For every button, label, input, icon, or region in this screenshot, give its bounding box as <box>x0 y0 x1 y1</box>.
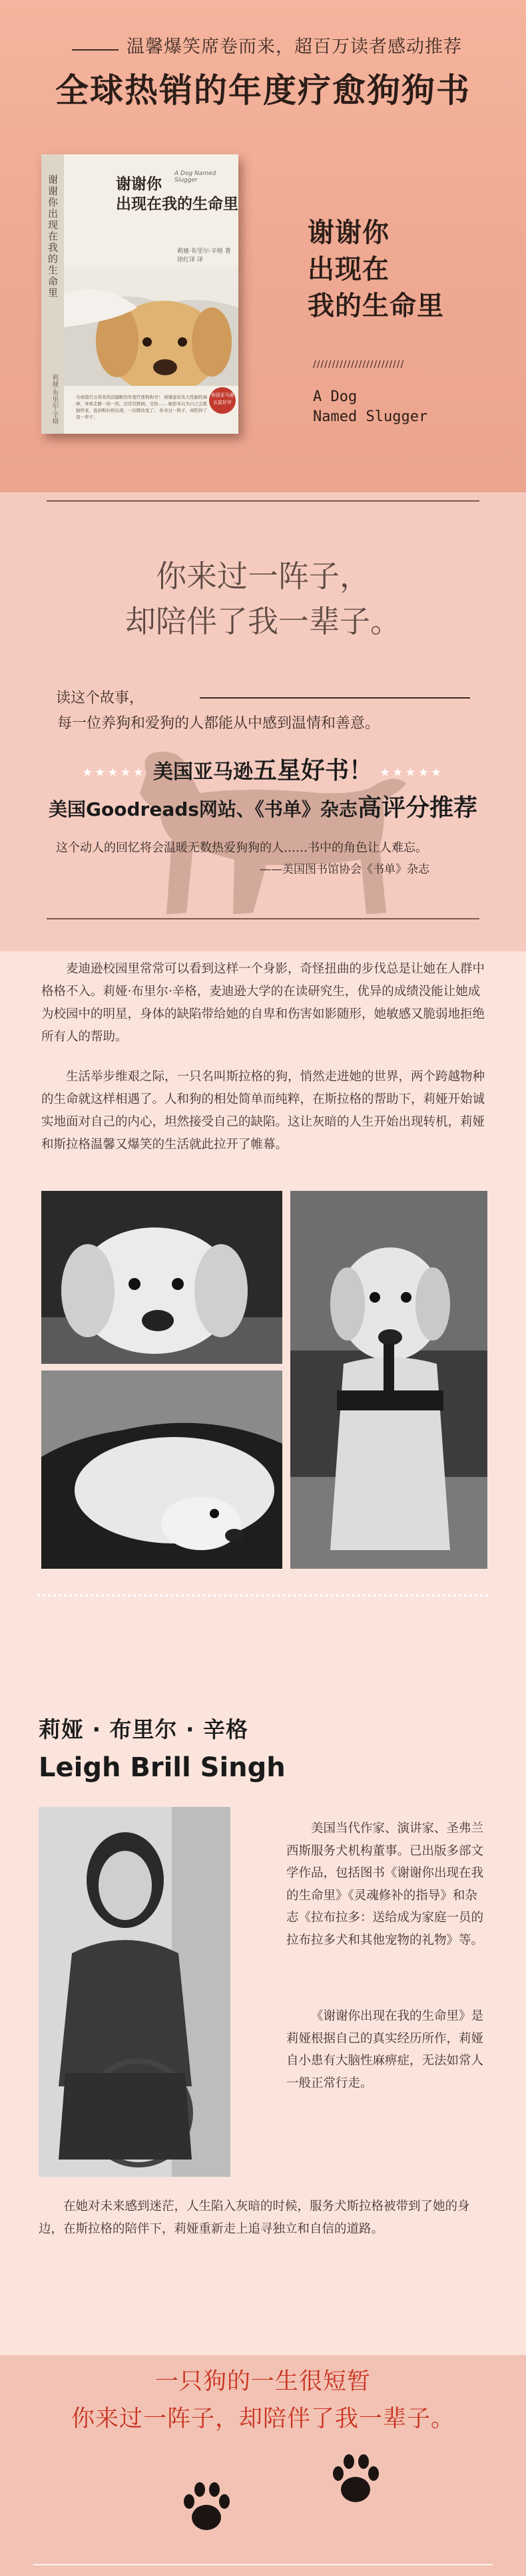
author-section <box>0 1690 526 2355</box>
cover-english-title: A Dog Named Slugger <box>174 170 216 184</box>
author-name-en: Leigh Brill Singh <box>39 1752 286 1783</box>
side-title <box>308 214 444 324</box>
closing-line-2: 你来过一阵子，却陪伴了我一辈子。 <box>71 2406 455 2432</box>
big-quote-line: 你来过一阵子， <box>156 558 370 594</box>
divider <box>33 2564 493 2565</box>
closing-line-1: 一只狗的一生很短暂 <box>154 2368 371 2395</box>
english-title <box>313 387 427 427</box>
story-section <box>0 951 526 1690</box>
spine-title: 谢谢你出现在我的生命里 <box>47 174 59 299</box>
paw-print-icon <box>329 2451 382 2508</box>
author-bio: 美国当代作家、演讲家、圣弗兰西斯服务犬机构董事。已出版多部文学作品，包括图书《谢谢你出现在我的生命里》《灵魂修补的指导》和杂志《拉布拉多：送给成为家庭一员的拉布拉多犬和其他宠物的礼物》等。 <box>286 1822 484 1947</box>
divider <box>47 500 479 502</box>
english-title-line: Named Slugger <box>313 408 428 425</box>
cover-title-line: 谢谢你 <box>116 175 162 193</box>
goodreads-praise <box>0 789 526 823</box>
dog-photo <box>41 1370 282 1569</box>
spine-author: 莉娅·布里尔·辛格 <box>51 374 58 425</box>
tagline: 温馨爆笑席卷而来，超百万读者感动推荐 <box>127 37 462 57</box>
side-title-line: 出现在 <box>308 253 390 285</box>
cover-dog-photo <box>64 267 238 386</box>
tagline-dash-left <box>72 49 119 51</box>
cover-blurb: 全球超百万读者热泪盈眶的年度疗愈狗狗书！ 莉娅患有先天性脑性麻痹，导致走路一拐一拐，还常常跌倒，受伤…… 她原本以为自己会孤独终老，直到斯拉格出现，一切都改变了。 你来过一阵子，却陪伴了我一辈子。 <box>76 395 208 420</box>
goodreads-prefix: 美国Goodreads网站、《书单》杂志 <box>49 798 358 820</box>
decorative-slashes: //////////////////////// <box>313 359 405 370</box>
amazon-prefix: 美国亚马逊 <box>152 760 253 784</box>
goodreads-emphasis: 高评分推荐 <box>357 794 477 822</box>
read-line-2: 每一位养狗和爱狗的人都能从中感到温情和善意。 <box>57 715 380 732</box>
dog-photo <box>41 1191 282 1364</box>
author-name-cn: 莉娅 · 布里尔 · 辛格 <box>39 1716 249 1742</box>
big-quote <box>0 554 526 644</box>
big-quote-line: 却陪伴了我一辈子。 <box>125 603 401 639</box>
hero-section <box>0 0 526 492</box>
side-title-line: 我的生命里 <box>308 290 444 321</box>
booklist-source: ——美国图书馆协会《书单》杂志 <box>260 863 429 876</box>
service-dog-photo <box>290 1191 487 1569</box>
cover-title-line: 出现在我的生命里 <box>116 195 238 213</box>
amazon-praise <box>0 752 526 786</box>
divider <box>200 697 470 699</box>
cover-badge: 美国亚马逊五星好评 <box>209 387 236 414</box>
author-photo <box>39 1807 230 2177</box>
divider <box>47 918 479 919</box>
amazon-emphasis: 五星好书！ <box>252 757 373 784</box>
closing-section <box>0 2355 526 2576</box>
english-title-line: A Dog <box>313 389 358 405</box>
author-bio: 在她对未来感到迷茫，人生陷入灰暗的时候，服务犬斯拉格被带到了她的身边，在斯拉格的陪伴下，莉娅重新走上追寻独立和自信的道路。 <box>39 2199 470 2236</box>
divider <box>37 1594 489 1597</box>
cover-title <box>116 174 238 214</box>
book-cover <box>41 154 238 434</box>
cover-author-line: 莉娅·布里尔·辛格 著 <box>177 248 231 255</box>
cover-author <box>177 247 231 265</box>
read-line-1: 读这个故事， <box>56 690 144 707</box>
paw-print-icon <box>180 2479 233 2536</box>
stars-right-icon: ★★★★★ <box>380 766 444 780</box>
booklist-quote: 这个动人的回忆将会温暖无数热爱狗狗的人……书中的角色让人难忘。 <box>56 841 427 855</box>
story-paragraph: 麦迪逊校园里常常可以看到这样一个身影，奇怪扭曲的步伐总是让她在人群中格格不入。莉娅·布里尔·辛格，麦迪逊大学的在读研究生，优异的成绩没能让她成为校园中的明星，身体的缺陷带给她的自卑和伤害如影随形，她敏感又脆弱地拒绝所有人的帮助。 <box>41 962 485 1044</box>
story-paragraph: 生活举步维艰之际，一只名叫斯拉格的狗，悄然走进她的世界，两个跨越物种的生命就这样相遇了。人和狗的相处简单而纯粹，在斯拉格的帮助下，莉娅开始诚实地面对自己的内心，坦然接受自己的缺陷。这让灰暗的人生开始出现转机，莉娅和斯拉格温馨又爆笑的生活就此拉开了帷幕。 <box>41 1070 485 1152</box>
headline: 全球热销的年度疗愈狗狗书 <box>55 71 471 110</box>
side-title-line: 谢谢你 <box>308 217 390 248</box>
author-bio: 《谢谢你出现在我的生命里》是莉娅根据自己的真实经历所作，莉娅自小患有大脑性麻痹症，无法如常人一般正常行走。 <box>286 2009 484 2090</box>
tagline-row <box>0 32 526 58</box>
cover-author-line: 徐红译 译 <box>177 257 203 263</box>
stars-left-icon: ★★★★★ <box>82 766 146 780</box>
praise-section <box>0 492 526 951</box>
